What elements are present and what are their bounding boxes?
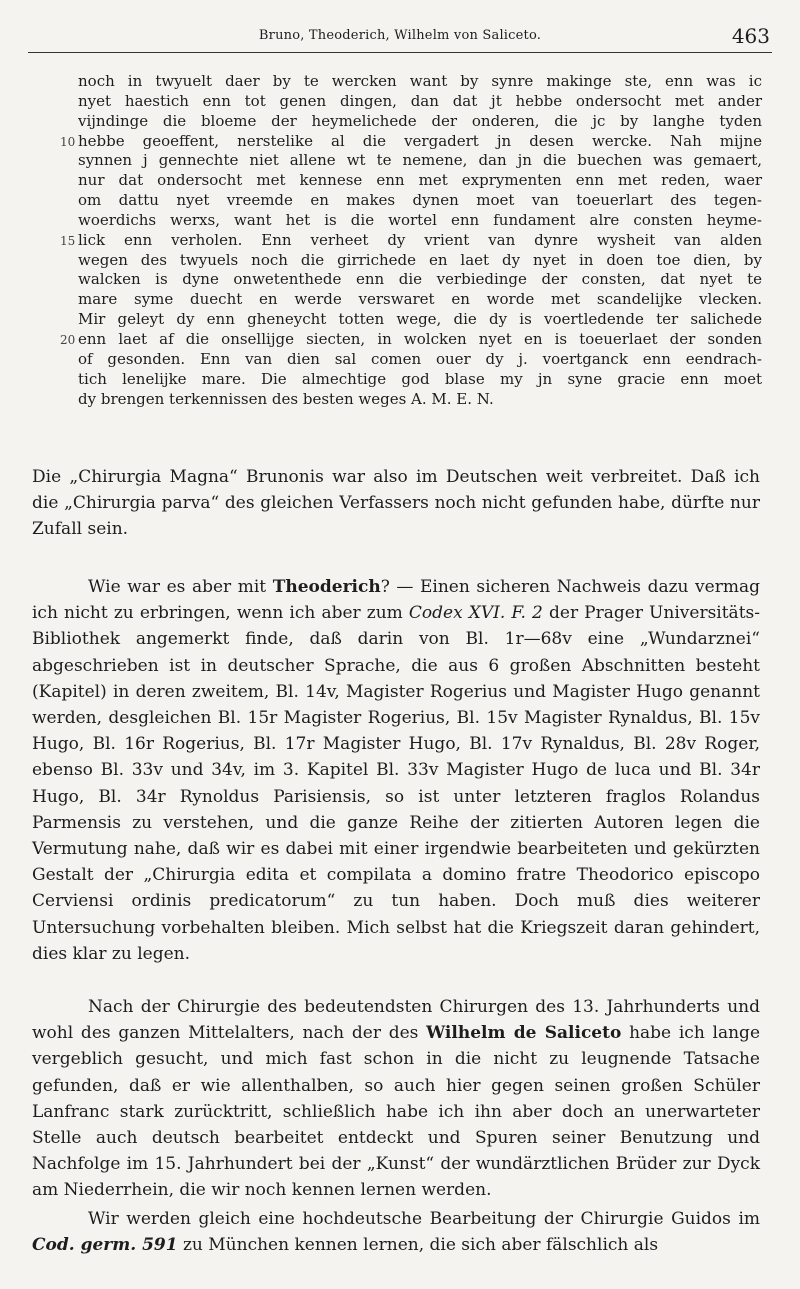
text-segment: Nach der Chirurgie des bedeutendsten Chirurgen des 13. Jahrhunderts und wohl des ganzen Mittelalters, nach der des [32, 997, 760, 1044]
line-number: 15 [60, 233, 76, 248]
paragraph-guido [32, 1206, 760, 1258]
line-number: 10 [60, 134, 76, 149]
line-text: Mir geleyt dy enn gheneycht totten wege, die dy is voertledende ter salichede [78, 310, 762, 329]
line-number: 20 [60, 332, 76, 347]
page-header [28, 22, 772, 53]
text-segment: habe ich lange vergeblich gesucht, und mich fast schon in die nicht zu leugnende Tatsache gefunden, daß er wie allenthalben, so auch hier gegen seinen großen Schüler Lanfranc stark zurücktritt, schließlich habe ich ihn aber doch an unerwarteter Stelle auch deutsch bearbeitet entdeckt und Spuren seiner Benutzung und Nachfolge im 15. Jahrhundert bei der „Kunst“ der wundärztlichen Brüder zur Dyck am Niederrhein, die wir noch kennen lernen werden. [32, 1023, 761, 1201]
quotation-line [78, 151, 762, 171]
running-head: Bruno, Theoderich, Wilhelm von Saliceto. [258, 28, 542, 43]
quotation-line [78, 350, 762, 370]
line-text: wegen des twyuels noch die girrichede en laet dy nyet in doen toe dien, by [78, 250, 762, 269]
line-text: synnen j gennechte niet allene wt te nemene, dan jn die buechen was gemaert, [78, 151, 762, 170]
line-text: nyet haestich enn tot genen dingen, dan dat jt hebbe ondersocht met ander [78, 91, 762, 110]
paragraph-text: Die „Chirurgia Magna“ Brunonis war also im Deutschen weit verbreitet. Daß ich die „Chirurgia parva“ des gleichen Verfassers noch nicht gefunden habe, dürfte nur Zufall sein. [32, 467, 760, 540]
line-text: of gesonden. Enn van dien sal comen ouer dy j. voertganck enn eendrach- [78, 349, 762, 368]
line-text: lick enn verholen. Enn verheet dy vrient van dynre wysheit van alden [78, 230, 762, 249]
quotation-line [78, 370, 762, 390]
quotation-line [78, 290, 762, 310]
quotation-line [78, 390, 762, 410]
text-segment: Wir werden gleich eine hochdeutsche Bearbeitung der Chirurgie Guidos im [88, 1209, 760, 1229]
page-number: 463 [731, 24, 770, 48]
text-segment: ? — Einen sicheren Nachweis dazu vermag ich nicht zu erbringen, wenn ich aber zum [32, 577, 760, 624]
line-text: walcken is dyne onwetenthede enn die verbiedinge der consten, dat nyet te [78, 270, 762, 289]
quotation-line [78, 171, 762, 191]
line-text: hebbe geoeffent, nerstelike al die vergadert jn desen wercke. Nah mijne [78, 131, 762, 150]
quotation-line [78, 112, 762, 132]
paragraph-theoderich [32, 574, 760, 967]
quotation-line [60, 329, 762, 350]
paragraph-saliceto [32, 994, 760, 1204]
middle-dutch-quotation [60, 72, 762, 409]
quotation-line [78, 270, 762, 290]
line-text: dy brengen terkennissen des besten weges A. M. E. N. [78, 389, 494, 408]
codex-reference: Codex XVI. F. 2 [408, 603, 543, 624]
line-text: vijndinge die bloeme der heymelichede der onderen, die jc by langhe tyden [78, 111, 762, 130]
line-text: nur dat ondersocht met kennese enn met exprymenten enn met reden, waer [78, 171, 762, 190]
line-text: enn laet af die onsellijge siecten, in wolcken nyet en is toeuerlaet der sonden [78, 329, 762, 348]
text-segment: der Prager Universitäts-Bibliothek angemerkt finde, daß darin von Bl. 1r—68v eine „Wundarznei“ abgeschrieben ist in deutscher Sprache, die aus 6 großen Abschnitten besteht (Kapitel) in deren zweitem, Bl. 14v, Magister Rogerius und Magister Hugo genannt werden, desgleichen Bl. 15r Magister Rogerius, Bl. 15v Magister Rynaldus, Bl. 15v Hugo, Bl. 16r Rogerius, Bl. 17r Magister Hugo, Bl. 17v Rynaldus, Bl. 28v Roger, ebenso Bl. 33v und 34v, im 3. Kapitel Bl. 33v Magister Hugo de luca und Bl. 34r Hugo, Bl. 34r Rynoldus Parisiensis, so ist unter letzteren fraglos Rolandus Parmensis zu verstehen, und die ganze Reihe der zitierten Autoren legen die Vermutung nahe, daß wir es dabei mit einer irgendwie bearbeiteten und gekürzten Gestalt der „Chirurgia edita et compilata a domino fratre Theodorico episcopo Cerviensi ordinis predicatorum“ zu tun haben. Doch muß dies weiterer Untersuchung vorbehalten bleiben. Mich selbst hat die Kriegszeit daran gehindert, dies klar zu legen. [32, 603, 760, 964]
line-text: woerdichs werxs, want het is die wortel enn fundament alre consten heyme- [78, 210, 762, 229]
quotation-line [60, 131, 762, 152]
line-text: om dattu nyet vreemde en makes dynen moet van toeuerlart des tegen- [78, 191, 762, 210]
name-saliceto: Wilhelm de Saliceto [426, 1023, 622, 1044]
paragraph-brunonis [32, 464, 760, 543]
quotation-line [78, 191, 762, 211]
quotation-line [60, 230, 762, 251]
line-text: mare syme duecht en werde verswaret en worde met scandelijke vlecken. [78, 290, 762, 309]
codex-reference: Cod. germ. 591 [32, 1235, 178, 1256]
text-segment: Wie war es aber mit [88, 577, 273, 597]
line-text: tich lenelijke mare. Die almechtige god blase my jn syne gracie enn moet [78, 369, 762, 388]
quotation-line [78, 211, 762, 231]
line-text: noch in twyuelt daer by te wercken want by synre makinge ste, enn was ic [78, 72, 762, 90]
quotation-line [78, 72, 762, 92]
quotation-line [78, 310, 762, 330]
name-theoderich: Theoderich [272, 577, 381, 597]
text-segment: zu München kennen lernen, die sich aber fälschlich als [177, 1235, 659, 1256]
quotation-line [78, 251, 762, 271]
quotation-line [78, 92, 762, 112]
